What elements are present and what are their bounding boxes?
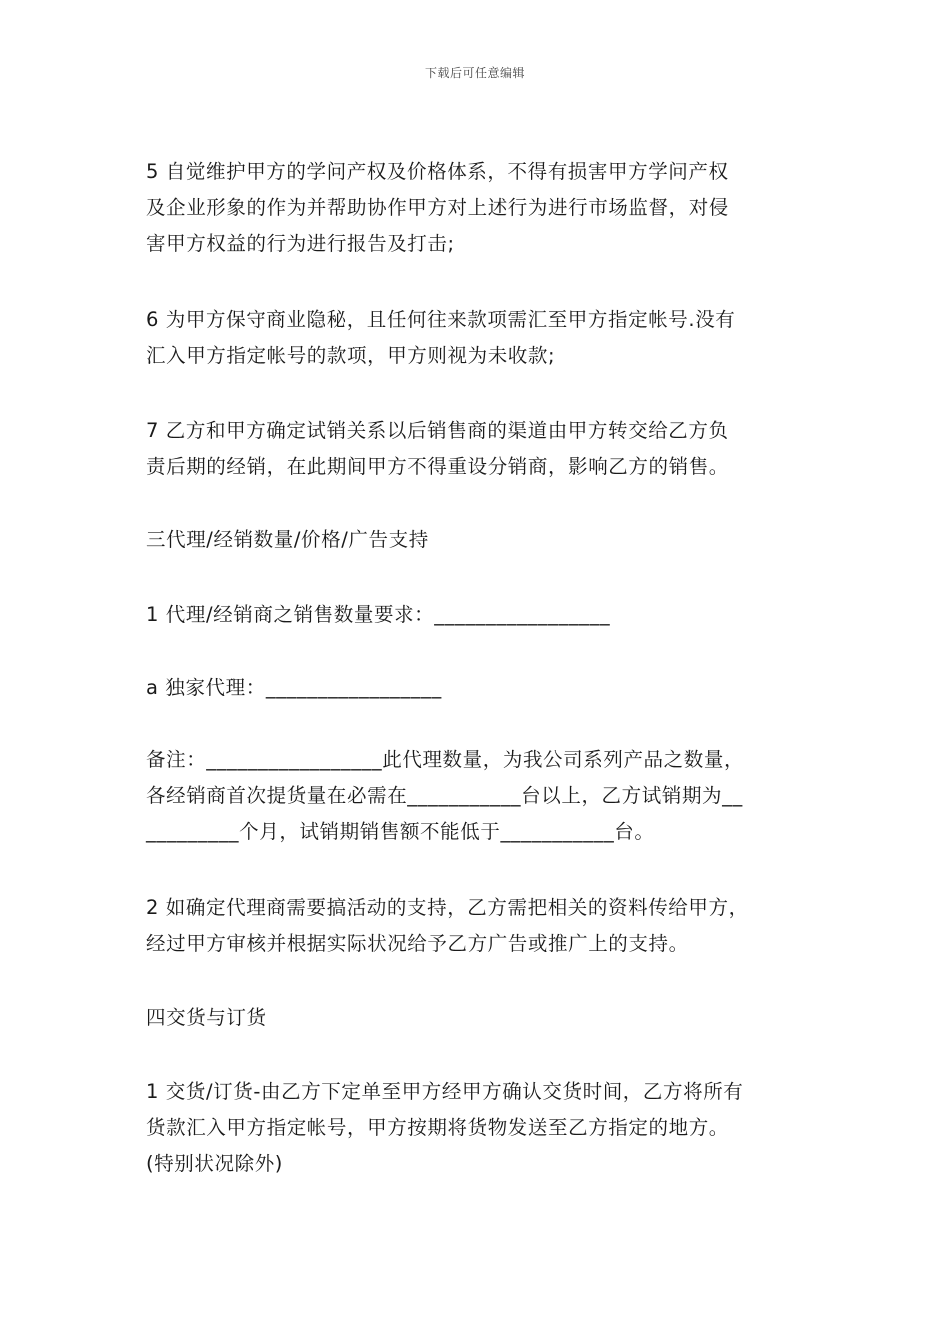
clause-5-line-2: 及企业形象的作为并帮助协作甲方对上述行为进行市场监督，对侵 bbox=[146, 196, 729, 219]
remarks-block bbox=[146, 742, 816, 850]
exclusive-agent-text: a 独家代理：_________________ bbox=[146, 676, 442, 699]
section-3-heading bbox=[146, 522, 816, 558]
clause-1-delivery bbox=[146, 1074, 816, 1182]
remarks-line-1: 备注：_________________此代理数量，为我公司系列产品之数量， bbox=[146, 748, 745, 771]
sales-quantity-requirement-text: 1 代理/经销商之销售数量要求：_________________ bbox=[146, 603, 611, 626]
clause-2-support-line-1: 2 如确定代理商需要搞活动的支持，乙方需把相关的资料传给甲方， bbox=[146, 896, 749, 919]
clause-7 bbox=[146, 413, 816, 485]
section-4-heading-text: 四交货与订货 bbox=[146, 1006, 267, 1029]
page-header-note: 下载后可任意编辑 bbox=[424, 66, 525, 80]
remarks-line-3: _________个月，试销期销售额不能低于___________台。 bbox=[146, 820, 655, 843]
clause-1-delivery-line-3: (特别状况除外) bbox=[146, 1152, 284, 1175]
clause-2-support bbox=[146, 890, 816, 962]
clause-5-line-1: 5 自觉维护甲方的学问产权及价格体系，不得有损害甲方学问产权 bbox=[146, 160, 729, 183]
clause-5 bbox=[146, 154, 816, 262]
section-3-heading-text: 三代理/经销数量/价格/广告支持 bbox=[146, 528, 429, 551]
clause-7-line-1: 7 乙方和甲方确定试销关系以后销售商的渠道由甲方转交给乙方负 bbox=[146, 419, 729, 442]
clause-6-line-2: 汇入甲方指定帐号的款项，甲方则视为未收款; bbox=[146, 344, 556, 367]
clause-2-support-line-2: 经过甲方审核并根据实际状况给予乙方广告或推广上的支持。 bbox=[146, 932, 689, 955]
clause-1-delivery-line-1: 1 交货/订货-由乙方下定单至甲方经甲方确认交货时间，乙方将所有 bbox=[146, 1080, 744, 1103]
clause-6 bbox=[146, 302, 816, 374]
clause-1-delivery-line-2: 货款汇入甲方指定帐号，甲方按期将货物发送至乙方指定的地方。 bbox=[146, 1116, 729, 1139]
clause-5-line-3: 害甲方权益的行为进行报告及打击; bbox=[146, 232, 455, 255]
clause-6-line-1: 6 为甲方保守商业隐秘，且任何往来款项需汇至甲方指定帐号.没有 bbox=[146, 308, 736, 331]
sales-quantity-requirement bbox=[146, 597, 816, 633]
clause-7-line-2: 责后期的经销，在此期间甲方不得重设分销商，影响乙方的销售。 bbox=[146, 455, 729, 478]
remarks-line-2: 各经销商首次提货量在必需在___________台以上，乙方试销期为__ bbox=[146, 784, 743, 807]
section-4-heading bbox=[146, 1000, 816, 1036]
exclusive-agent-line bbox=[146, 670, 816, 706]
